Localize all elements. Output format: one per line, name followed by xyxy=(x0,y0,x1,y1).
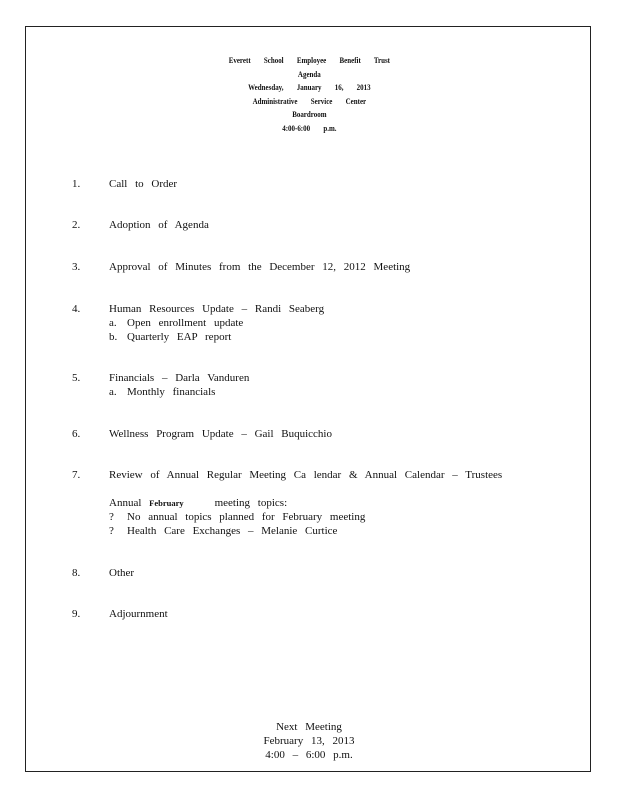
item-text: Review of Annual Regular Meeting Ca lendar & Annual Calendar – Trustees xyxy=(109,469,503,481)
trust-name: Everett School Employee Benefit Trust xyxy=(228,55,391,65)
sub-item-mark: ? xyxy=(109,511,114,523)
next-meeting-label: Next Meeting xyxy=(276,721,342,733)
meeting-time: 4:00-6:00 p.m. xyxy=(282,122,337,133)
sub-item xyxy=(109,385,215,399)
meeting-location: Administrative Service Center xyxy=(252,95,367,106)
item-text: Adjournment xyxy=(109,608,168,620)
sub-item-mark: a. xyxy=(109,317,117,329)
sub-item-mark: b. xyxy=(109,331,118,343)
item-number: 4. xyxy=(72,303,81,315)
item-text: Financials – Darla Vanduren xyxy=(109,372,250,384)
sub-item-text: Monthly financials xyxy=(127,386,216,398)
sub-item xyxy=(109,524,337,538)
document-title: Agenda xyxy=(297,68,321,79)
item-number: 6. xyxy=(72,428,81,440)
sub-item-text: Quarterly EAP report xyxy=(127,331,232,343)
item-number: 1. xyxy=(72,178,81,190)
item-text: Call to Order xyxy=(109,178,178,190)
topics-intro: Annual February meeting topics: xyxy=(109,497,288,509)
sub-item-mark: ? xyxy=(109,525,114,537)
item-number: 9. xyxy=(72,608,81,620)
item-number: 2. xyxy=(72,219,81,231)
sub-item-text: Open enrollment update xyxy=(127,317,244,329)
document-page xyxy=(25,26,591,772)
item-text: Adoption of Agenda xyxy=(109,219,209,231)
item-text: Other xyxy=(109,567,135,579)
meeting-room: Boardroom xyxy=(292,109,327,119)
item-text: Wellness Program Update – Gail Buquicchio xyxy=(109,428,332,440)
next-meeting-footer xyxy=(26,720,592,762)
sub-item xyxy=(109,510,365,524)
meeting-date: Wednesday, January 16, 2013 xyxy=(248,82,371,92)
sub-item-mark: a. xyxy=(109,386,117,398)
item-number: 5. xyxy=(72,372,81,384)
sub-item xyxy=(109,330,231,344)
agenda-header xyxy=(77,54,541,135)
item-number: 3. xyxy=(72,261,81,273)
sub-item xyxy=(109,316,243,330)
item-number: 8. xyxy=(72,567,81,579)
next-meeting-time: 4:00 – 6:00 p.m. xyxy=(265,749,353,761)
item-number: 7. xyxy=(72,469,81,481)
item-text: Human Resources Update – Randi Seaberg xyxy=(109,303,325,315)
sub-item-text: Health Care Exchanges – Melanie Curtice xyxy=(127,525,338,537)
next-meeting-date: February 13, 2013 xyxy=(263,735,355,747)
sub-item-text: No annual topics planned for February meeting xyxy=(127,511,366,523)
item-text: Approval of Minutes from the December 12, 2012 Meeting xyxy=(109,261,411,273)
